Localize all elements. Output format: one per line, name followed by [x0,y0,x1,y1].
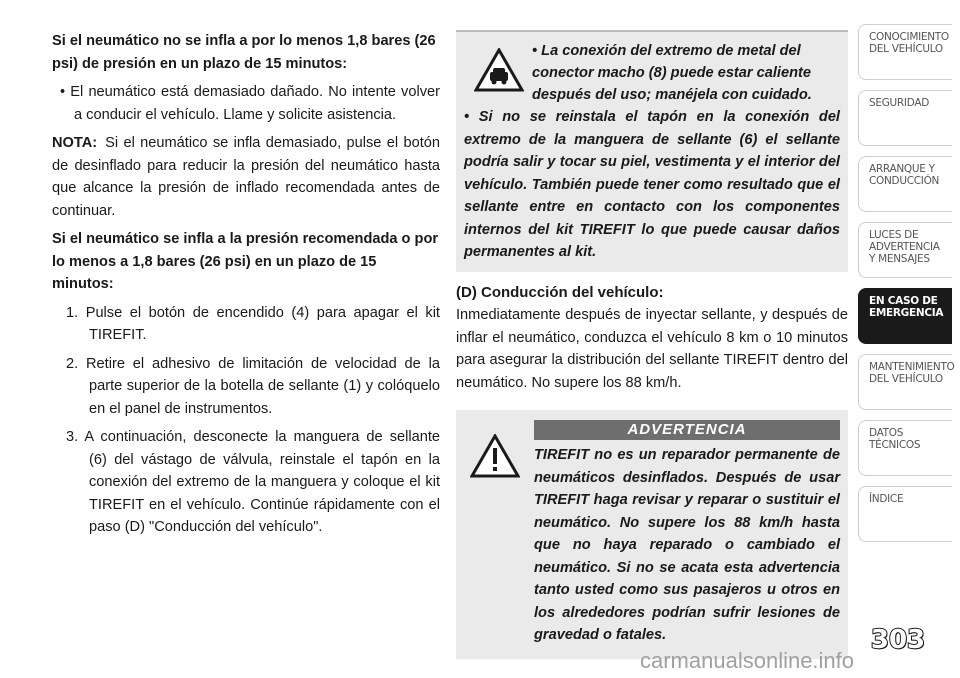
tab-mantenimiento[interactable]: MANTENIMIENTO DEL VEHÍCULO [858,354,952,410]
tab-datos[interactable]: DATOS TÉCNICOS [858,420,952,476]
note-text: Si el neumático se infla demasiado, pulse el botón de desinflado para reducir la presión del neumático hasta que alcance la presión de inflado recomendada antes de continuar. [52,135,440,219]
heading-inflated: Si el neumático se infla a la presión recomendada o por lo menos a 1,8 bares (26 psi) en un plazo de 15 minutos: [52,231,439,292]
note-paragraph [52,132,440,222]
section-heading-driving: (D) Conducción del vehículo: [456,283,664,301]
caution-box [456,30,848,272]
advertencia-box [456,410,848,659]
caution-block [464,38,840,264]
heading-not-inflating: Si el neumático no se infla a por lo menos 1,8 bares (26 psi) de presión en un plazo de 15 minutos: [52,33,436,72]
tab-emergencia[interactable]: EN CASO DE EMERGENCIA [858,288,952,344]
step-1: 1. Pulse el botón de encendido (4) para apagar el kit TIREFIT. [66,304,440,343]
tab-arranque[interactable]: ARRANQUE Y CONDUCCIÓN [858,156,952,212]
page-number: 303 [870,625,926,655]
caution-bullet-1: • La conexión del extremo de metal del conector macho (8) puede estar caliente después del uso; manéjela con cuidado. [532,43,812,103]
tab-seguridad[interactable]: SEGURIDAD [858,90,952,146]
advertencia-text: TIREFIT no es un reparador permanente de neumáticos desinflados. Después de usar TIREFIT haga revisar y reparar o sustituir el neumático. No supere los 88 km/h hasta que no haya reparado o cambiado el neumático. Si no se acata esta advertencia tanto usted como sus pasajeros u otros en los alrededores podrían sufrir lesiones de gravedad o fatales. [534,447,840,643]
step-3: 3. A continuación, desconecte la manguera de sellante (6) del vástago de válvula, reinstale el tapón en la conexión del extremo de la manguera y coloque el kit TIREFIT en el vehículo. Continúe rápidamente con el paso (D) "Conducción del vehículo". [66,429,440,535]
section-text-driving: Inmediatamente después de inyectar sellante, y después de inflar el neumático, conduzca el vehículo 8 km o 10 minutos para asegurar la distribución del sellante TIREFIT dentro del neumático. No supere los 88 km/h. [456,307,848,391]
bullet-tire-damaged: • El neumático está demasiado dañado. No intente volver a conducir el vehículo. Llame y solicite asistencia. [60,84,440,123]
chapter-tabs [858,24,955,552]
tab-luces[interactable]: LUCES DE ADVERTENCIA Y MENSAJES [858,222,952,278]
note-label: NOTA: [52,135,98,151]
step-2: 2. Retire el adhesivo de limitación de velocidad de la parte superior de la botella de sellante (1) y colóquelo en el panel de instrumentos. [66,355,440,417]
watermark: carmanualsonline.info [640,648,855,673]
tab-conocimiento[interactable]: CONOCIMIENTO DEL VEHÍCULO [858,24,952,80]
tab-indice[interactable]: ÍNDICE [858,486,952,542]
caution-bullet-2: • Si no se reinstala el tapón en la conexión del extremo de la manguera de sellante (6) el sellante podría salir y tocar su piel, vestimenta y el interior del vehículo. También puede tener como resultado que el sellante entre en contacto con los componentes internos del kit TIREFIT lo que puede causar daños permanentes al kit. [464,109,840,260]
hot-surface-warning-icon [474,48,524,100]
warning-icon [470,434,520,486]
middle-column [456,30,848,659]
advertencia-title: ADVERTENCIA [534,420,840,440]
left-column [52,30,440,539]
